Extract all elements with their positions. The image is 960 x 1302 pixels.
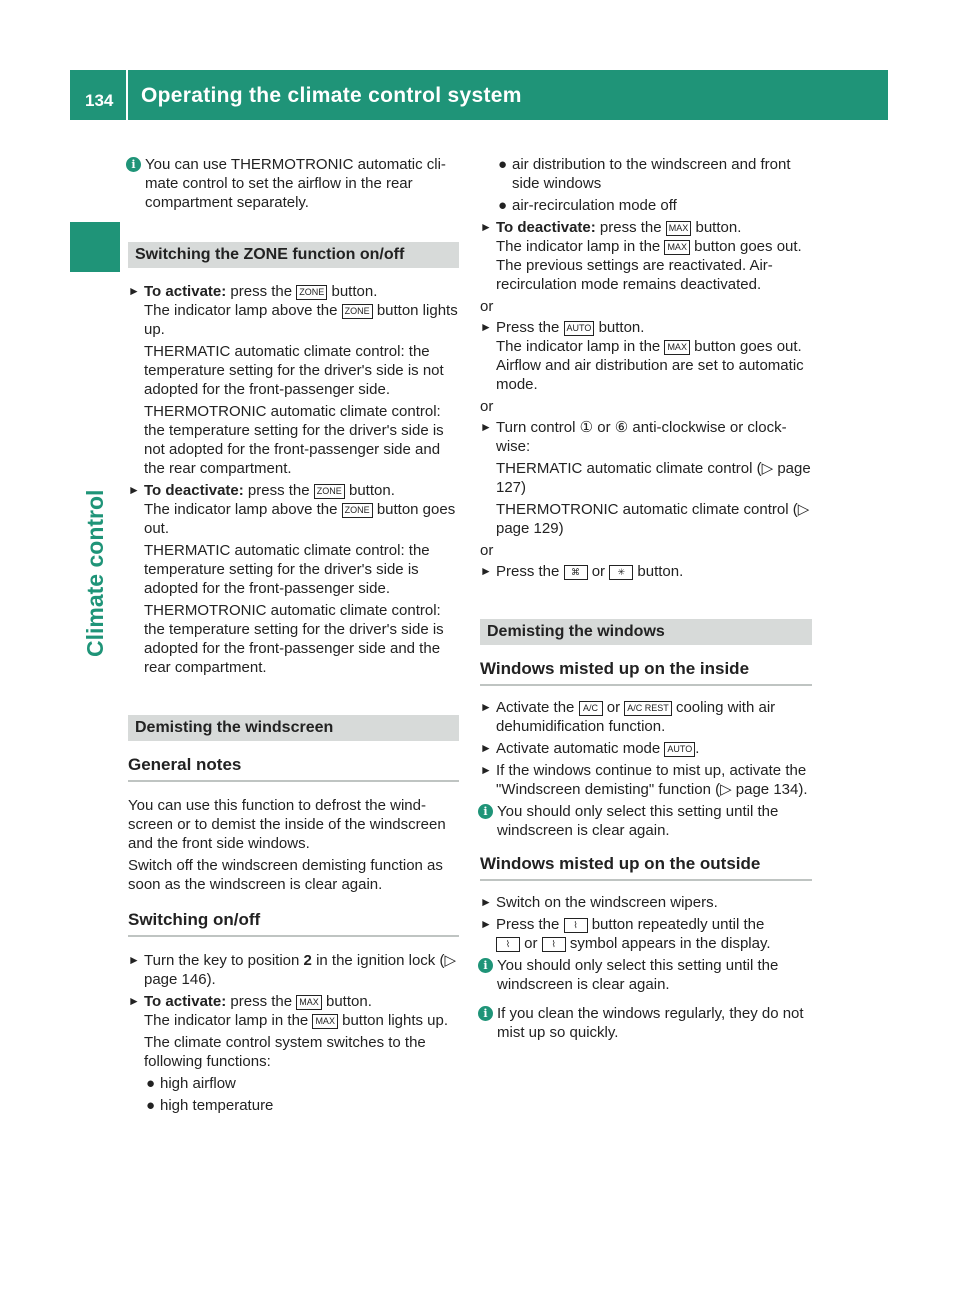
arrow-icon: ► (128, 994, 140, 1008)
zone-key-icon: ZONE (342, 503, 373, 518)
instruction-step: ► Press the ⌘ or ✳ button. (480, 563, 684, 580)
ac-rest-key-icon: A/C REST (624, 701, 672, 716)
subsection-heading: Windows misted up on the inside (480, 659, 812, 686)
instruction-step: ► Press the ⌇ button repeatedly until the ⌇ or ⌇ symbol appears in the display. (480, 916, 771, 952)
section-heading: Demisting the windows (480, 619, 812, 645)
zone-key-icon: ZONE (342, 304, 373, 319)
defrost-max-key-icon: MAX (664, 240, 690, 255)
arrow-icon: ► (480, 763, 492, 777)
section-heading: Switching the ZONE function on/off (128, 242, 459, 268)
info-note: i You should only select this setting until the windscreen is clear again. (480, 802, 812, 840)
ac-key-icon: A/C (579, 701, 603, 716)
instruction-step: ► Turn control ① or ⑥ anti-clockwise or clock-wise: THERMATIC automatic climate control (▷ page 127) THERMOTRONIC automatic climate control (▷ page 129) (480, 419, 811, 537)
auto-key-icon: AUTO (564, 321, 595, 336)
arrow-icon: ► (128, 483, 140, 497)
or-text: or (480, 542, 494, 559)
bullet-icon: ● (146, 1097, 156, 1114)
section-heading: Demisting the windscreen (128, 715, 459, 741)
arrow-icon: ► (480, 917, 492, 931)
arrow-icon: ► (480, 420, 492, 434)
info-note: i If you clean the windows regularly, they do not mist up so quickly. (480, 1004, 812, 1042)
bullet-icon: ● (146, 1075, 156, 1092)
wiper-symbol-alt-icon: ⌇ (542, 937, 566, 952)
info-note: i You should only select this setting until the windscreen is clear again. (480, 956, 812, 994)
fan-down-key-icon: ✳ (609, 565, 633, 580)
subsection-heading: General notes (128, 755, 459, 782)
or-text: or (480, 398, 494, 415)
instruction-step: ► Turn the key to position 2 in the ignition lock (▷ page 146). (128, 952, 456, 988)
info-icon: i (478, 1006, 493, 1021)
fan-up-key-icon: ⌘ (564, 565, 588, 580)
instruction-step: ► To activate: press the ZONE button. The indicator lamp above the ZONE button lights up. THERMATIC automatic climate control: the temperature setting for the driver's side is not adopted for the front-passenger side. THERMOTRONIC automatic climate control: the temperature setting for the driver's side is not adopted for the front-passenger side and the rear compartment. (128, 283, 458, 477)
arrow-icon: ► (480, 895, 492, 909)
list-item: ● high airflow (146, 1075, 236, 1092)
instruction-step: ► Press the AUTO button. The indicator lamp in the MAX button goes out. Airflow and air distribution are set to automatic mode. (480, 319, 804, 393)
instruction-step: ► Switch on the windscreen wipers. (480, 894, 718, 911)
defrost-max-key-icon: MAX (312, 1014, 338, 1029)
info-note: i You can use THERMOTRONIC automatic cli-mate control to set the airflow in the rear compartment separately. (128, 155, 459, 212)
auto-key-icon: AUTO (664, 742, 695, 757)
defrost-max-key-icon: MAX (666, 221, 692, 236)
instruction-step: ► To activate: press the MAX button. The indicator lamp in the MAX button lights up. The climate control system switches to the following functions: (128, 993, 449, 1070)
subsection-heading: Switching on/off (128, 910, 459, 937)
arrow-icon: ► (480, 564, 492, 578)
right-column (480, 155, 812, 1046)
arrow-icon: ► (480, 220, 492, 234)
zone-key-icon: ZONE (314, 484, 345, 499)
or-text: or (480, 298, 494, 315)
arrow-icon: ► (128, 953, 140, 967)
instruction-step: ► Activate automatic mode AUTO . (480, 740, 700, 757)
arrow-icon: ► (128, 284, 140, 298)
page-number: 134 (85, 91, 114, 110)
list-item: ● air-recirculation mode off (498, 197, 677, 214)
instruction-step: ► If the windows continue to mist up, activate the "Windscreen demisting" function (▷ page 134). (480, 762, 808, 798)
list-item: ● air distribution to the windscreen and front side windows (498, 156, 791, 192)
list-item: ● high temperature (146, 1097, 274, 1114)
zone-key-icon: ZONE (296, 285, 327, 300)
side-section-label: Climate control (82, 489, 108, 657)
header-divider (126, 70, 128, 120)
arrow-icon: ► (480, 700, 492, 714)
paragraph: Switch off the windscreen demisting function as soon as the windscreen is clear again. (128, 857, 443, 893)
info-icon: i (126, 157, 141, 172)
arrow-icon: ► (480, 320, 492, 334)
info-icon: i (478, 804, 493, 819)
defrost-max-key-icon: MAX (664, 340, 690, 355)
paragraph: You can use this function to defrost the wind-screen or to demist the inside of the windscreen and the front side windows. (128, 797, 446, 852)
instruction-step: ► Activate the A/C or A/C REST cooling with air dehumidification function. (480, 699, 776, 735)
arrow-icon: ► (480, 741, 492, 755)
subsection-heading: Windows misted up on the outside (480, 854, 812, 881)
bullet-icon: ● (498, 156, 508, 173)
page-title: Operating the climate control system (141, 84, 522, 107)
side-tab-marker (70, 222, 120, 272)
info-icon: i (478, 958, 493, 973)
instruction-step: ► To deactivate: press the MAX button. The indicator lamp in the MAX button goes out. The previous settings are reactivated. Air-recirculation mode remains deactivated. (480, 219, 802, 293)
bullet-icon: ● (498, 197, 508, 214)
defrost-max-key-icon: MAX (296, 995, 322, 1010)
wiper-symbol-icon: ⌇ (496, 937, 520, 952)
instruction-step: ► To deactivate: press the ZONE button. The indicator lamp above the ZONE button goes out. THERMATIC automatic climate control: the temperature setting for the driver's side is adopted for the front-passenger side. THERMOTRONIC automatic climate control: the temperature setting for the driver's side is adopted for the front-passenger side and the rear compartment. (128, 482, 456, 676)
left-column (128, 155, 459, 1118)
wiper-key-icon: ⌇ (564, 918, 588, 933)
